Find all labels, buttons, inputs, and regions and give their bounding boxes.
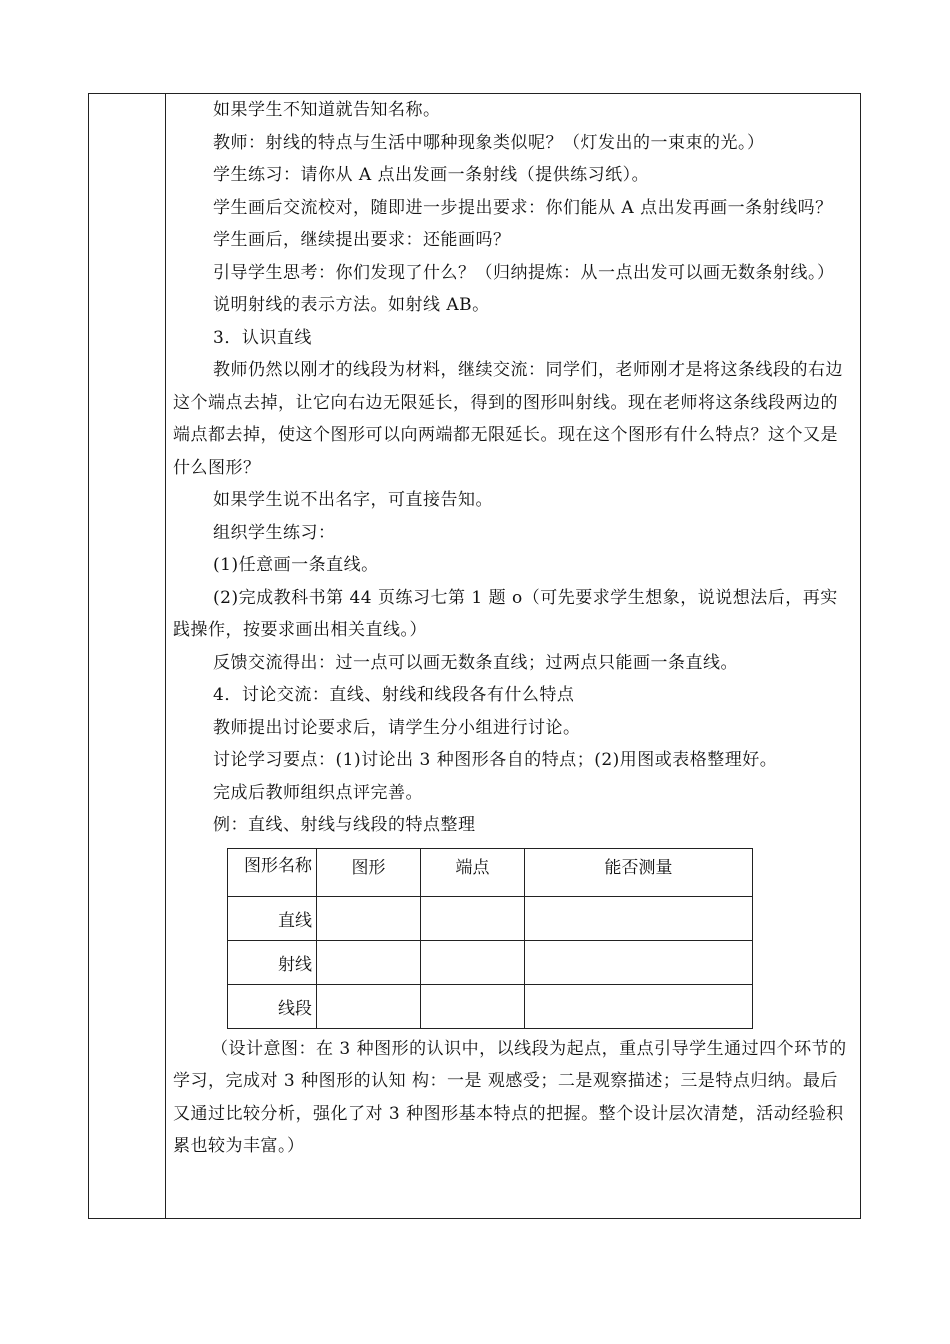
- header-cell: 图形: [317, 848, 421, 896]
- paragraph: 教师仍然以刚才的线段为材料，继续交流：同学们，老师刚才是将这条线段的右边这个端点去掉，让它向右边无限延长，得到的图形叫射线。现在老师将这条线段两边的端点都去掉，使这个图形可以向两端都无限延长。现在这个图形有什么特点？这个又是什么图形？: [173, 360, 843, 478]
- exercise-item: (2)完成教科书第 44 页练习七第 1 题 o（可先要求学生想象，说说想法后，再实践操作，按要求画出相关直线。）: [173, 587, 838, 640]
- table-header-row: [228, 848, 753, 896]
- table-row: [228, 984, 753, 1028]
- table-cell: [317, 896, 421, 940]
- row-label: 直线: [228, 896, 317, 940]
- table-cell: [317, 940, 421, 984]
- table-cell: [525, 896, 753, 940]
- paragraph: 教师：射线的特点与生活中哪种现象类似呢？（灯发出的一束束的光。）: [213, 132, 765, 153]
- table-cell: [421, 984, 525, 1028]
- table-cell: [525, 984, 753, 1028]
- header-cell: 图形名称: [228, 848, 317, 896]
- section-heading: 3．认识直线: [213, 327, 312, 348]
- paragraph: 学生画后，继续提出要求：还能画吗？: [213, 230, 511, 250]
- features-table: [227, 848, 753, 1029]
- paragraph: 完成后教师组织点评完善。: [213, 782, 423, 803]
- paragraph: 学生画后交流校对，随即进一步提出要求：你们能从 A 点出发再画一条射线吗？: [213, 197, 833, 218]
- table-row: [228, 896, 753, 940]
- table-cell: [525, 940, 753, 984]
- paragraph: 说明射线的表示方法。如射线 AB。: [213, 295, 490, 315]
- table-cell: [421, 940, 525, 984]
- lesson-table-frame: [88, 93, 861, 1219]
- row-label: 线段: [228, 984, 317, 1028]
- paragraph: 组织学生练习：: [213, 522, 336, 543]
- paragraph: 学生练习：请你从 A 点出发画一条射线（提供练习纸）。: [213, 165, 650, 185]
- paragraph: 如果学生说不出名字，可直接告知。: [213, 490, 493, 510]
- header-cell: 能否测量: [525, 848, 753, 896]
- table-cell: [317, 984, 421, 1028]
- table-cell: [421, 896, 525, 940]
- paragraph: 反馈交流得出：过一点可以画无数条直线；过两点只能画一条直线。: [213, 652, 738, 673]
- column-divider: [165, 94, 166, 1218]
- table-row: [228, 940, 753, 984]
- lesson-content-cell: [173, 94, 855, 1163]
- header-cell: 端点: [421, 848, 525, 896]
- design-note: （设计意图：在 3 种图形的认识中，以线段为起点，重点引导学生通过四个环节的学习，完成对 3 种图形的认知 构：一是 观感受；二是观察描述；三是特点归纳。最后又通过比较分析，强化了对 3 种图形基本特点的把握。整个设计层次清楚，活动经验积累也较为丰富。）: [173, 1038, 847, 1156]
- paragraph: 如果学生不知道就告知名称。: [213, 100, 441, 120]
- exercise-item: (1)任意画一条直线。: [213, 555, 379, 575]
- section-heading: 4．讨论交流：直线、射线和线段各有什么特点: [213, 685, 575, 705]
- row-label: 射线: [228, 940, 317, 984]
- table-caption: 例：直线、射线与线段的特点整理: [213, 815, 476, 835]
- paragraph: 教师提出讨论要求后，请学生分小组进行讨论。: [213, 717, 581, 738]
- paragraph: 引导学生思考：你们发现了什么？（归纳提炼：从一点出发可以画无数条射线。）: [213, 262, 835, 283]
- paragraph: 讨论学习要点：(1)讨论出 3 种图形各自的特点；(2)用图或表格整理好。: [213, 750, 778, 770]
